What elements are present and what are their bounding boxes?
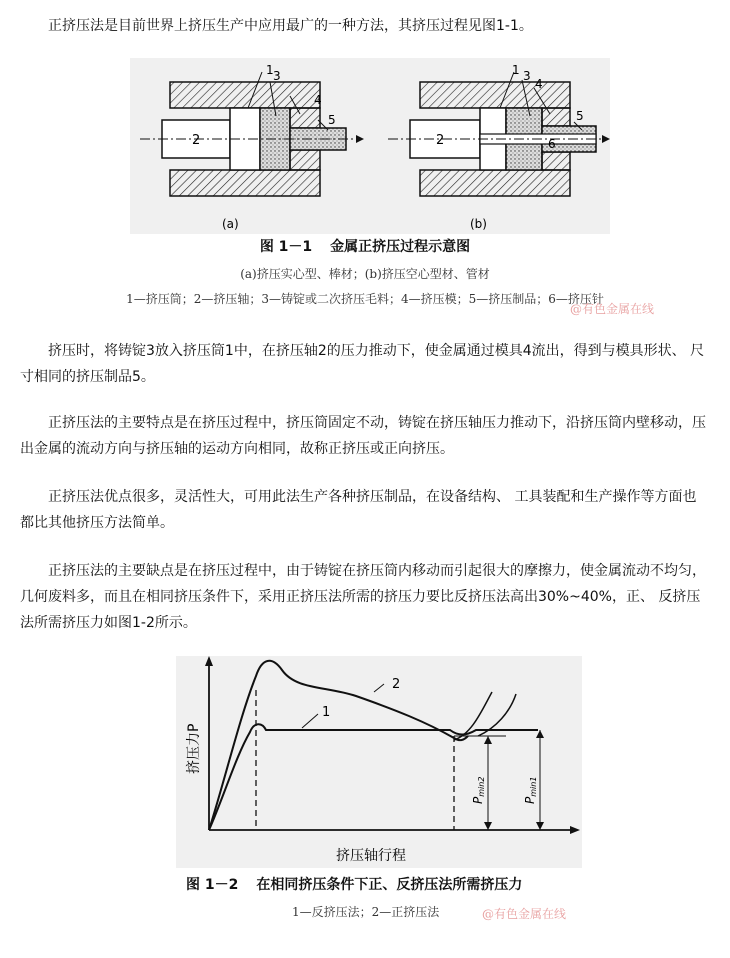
label-b-3: 3: [523, 69, 531, 83]
paragraph-2: 正挤压法的主要特点是在挤压过程中，挤压筒固定不动，铸锭在挤压轴压力推动下，沿挤压筒内壁移动，压出金属的流动方向与挤压轴的运动方向相同，故称正挤压或正向挤压。: [20, 415, 706, 457]
figure-1-2-caption: [186, 874, 522, 894]
figure-1-1-diagram: [130, 58, 610, 234]
x-axis-label: 挤压轴行程: [336, 848, 406, 864]
pmin2-label: Pmin2: [471, 776, 486, 804]
figure-1-1-caption: [0, 236, 730, 256]
curve-2-label: 2: [392, 677, 401, 692]
label-b-2: 2: [436, 133, 445, 148]
label-b-4: 4: [535, 77, 543, 91]
figure-1-1-subcaption: (a)挤压实心型、棒材；(b)挤压空心型材、管材: [240, 267, 490, 281]
label-a-4: 4: [314, 93, 322, 107]
intro-paragraph: 正挤压法是目前世界上挤压生产中应用最广的一种方法，其挤压过程见图1-1。: [48, 18, 533, 34]
label-b-5: 5: [576, 109, 584, 123]
figure-1-1-title: 金属正挤压过程示意图: [330, 239, 471, 255]
label-a-1: 1: [266, 63, 274, 77]
label-b-6: 6: [548, 137, 556, 151]
panel-b-label: (b): [470, 217, 487, 231]
label-a-3: 3: [273, 69, 281, 83]
panel-a-label: (a): [222, 217, 239, 231]
figure-1-2-title: 在相同挤压条件下正、反挤压法所需挤压力: [256, 877, 523, 893]
curve-1-label: 1: [322, 705, 331, 720]
pmin1-label: Pmin1: [523, 776, 538, 804]
paragraph-3: 正挤压法优点很多，灵活性大，可用此法生产各种挤压制品，在设备结构、 工具装配和生产操作等方面也都比其他挤压方法简单。: [20, 489, 697, 531]
watermark: @有色金属在线: [570, 302, 655, 316]
label-a-5: 5: [328, 113, 336, 127]
label-a-2: 2: [192, 133, 201, 148]
figure-1-2-chart: [176, 656, 582, 868]
figure-1-1-number: 图 1－1: [259, 239, 313, 255]
figure-1-2-number: 图 1－2: [186, 877, 239, 893]
watermark-2: @有色金属在线: [482, 907, 567, 921]
paragraph-1: 挤压时，将铸锭3放入挤压筒1中，在挤压轴2的压力推动下，使金属通过模具4流出，得到与模具形状、 尺寸相同的挤压制品5。: [20, 343, 705, 385]
figure-1-2-legend: 1—反挤压法；2—正挤压法: [292, 905, 440, 919]
label-b-1: 1: [512, 63, 520, 77]
figure-1-1-legend: 1—挤压筒；2—挤压轴；3—铸锭或二次挤压毛料；4—挤压模；5—挤压制品；6—挤压针: [126, 292, 604, 306]
paragraph-4: 正挤压法的主要缺点是在挤压过程中，由于铸锭在挤压筒内移动而引起很大的摩擦力，使金属流动不均匀，几何废料多，而且在相同挤压条件下，采用正挤压法所需的挤压力要比反挤压法高出30%~40%，正、 反挤压法所需挤压力如图1-2所示。: [20, 563, 706, 631]
y-axis-label: 挤压力P: [186, 723, 202, 774]
